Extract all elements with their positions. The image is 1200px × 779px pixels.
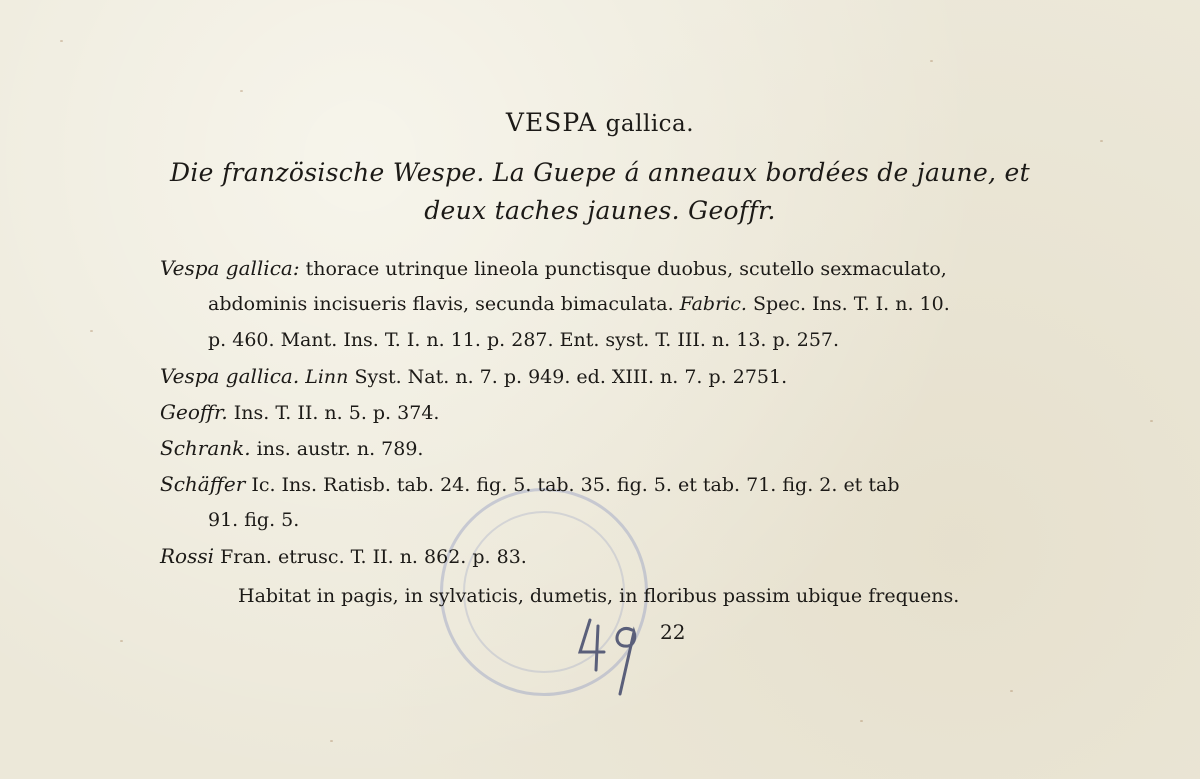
- entry-text: p. 460. Mant. Ins. T. I. n. 11. p. 287. Ent. syst. T. III. n. 13. p. 257.: [208, 329, 840, 351]
- synonym-entry: [160, 394, 1060, 431]
- synonym-entry: [160, 538, 1060, 575]
- page-number: 22: [660, 620, 686, 644]
- entry-author: Geoffr.: [160, 400, 228, 424]
- entry-source: Linn: [299, 366, 349, 388]
- entry-text: Spec. Ins. T. I. n. 10.: [746, 293, 950, 315]
- synonym-entry: [160, 466, 1060, 503]
- entry-text: Ic. Ins. Ratisb. tab. 24. fig. 5. tab. 35. fig. 5. et tab. 71. fig. 2. et tab: [245, 474, 900, 496]
- entry-text: Fran. etrusc. T. II. n. 862. p. 83.: [214, 546, 527, 568]
- title-genus: VESPA: [505, 108, 597, 137]
- paper-speck: [330, 740, 333, 742]
- synonym-entry-continuation: [208, 286, 950, 322]
- entry-text: thorace utrinque lineola punctisque duobus, scutello sexmaculato,: [299, 258, 947, 280]
- handwritten-stamp-note: [576, 612, 646, 706]
- paper-speck: [120, 640, 123, 642]
- paper-speck: [90, 330, 93, 332]
- entry-text: Ins. T. II. n. 5. p. 374.: [227, 402, 440, 424]
- paper-speck: [240, 90, 243, 92]
- entry-text: abdominis incisueris flavis, secunda bimaculata.: [208, 293, 680, 315]
- entry-author: Vespa gallica:: [160, 256, 300, 280]
- common-names-line-1: Die französische Wespe. La Guepe á anneaux bordées de jaune, et: [170, 158, 1030, 187]
- common-names-line-2: deux taches jaunes. Geoffr.: [424, 196, 776, 225]
- paper-speck: [1100, 140, 1103, 142]
- title-species: gallica.: [605, 111, 695, 137]
- paper-speck: [1150, 420, 1153, 422]
- handwritten-49-glyph: [576, 612, 646, 702]
- entry-author: Schrank.: [160, 436, 251, 460]
- entry-source: Fabric.: [679, 293, 747, 315]
- entry-author: Schäffer: [160, 472, 246, 496]
- paper-speck: [60, 40, 63, 42]
- synonym-entry: [160, 250, 1060, 287]
- entry-text: Syst. Nat. n. 7. p. 949. ed. XIII. n. 7. p. 2751.: [348, 366, 788, 388]
- page-title: [0, 108, 1200, 138]
- synonym-entry-continuation: [208, 502, 299, 538]
- entry-text: 91. fig. 5.: [208, 509, 300, 531]
- habitat-note: Habitat in pagis, in sylvaticis, dumetis, in floribus passim ubique frequens.: [238, 585, 960, 607]
- synonym-entry: [160, 358, 1060, 395]
- entry-author: Rossi: [160, 544, 215, 568]
- synonym-entry-continuation: [208, 322, 839, 358]
- paper-speck: [930, 60, 933, 62]
- paper-speck: [860, 720, 863, 722]
- entry-text: ins. austr. n. 789.: [250, 438, 424, 460]
- synonym-entry: [160, 430, 1060, 467]
- paper-speck: [1010, 690, 1013, 692]
- entry-author: Vespa gallica.: [160, 364, 300, 388]
